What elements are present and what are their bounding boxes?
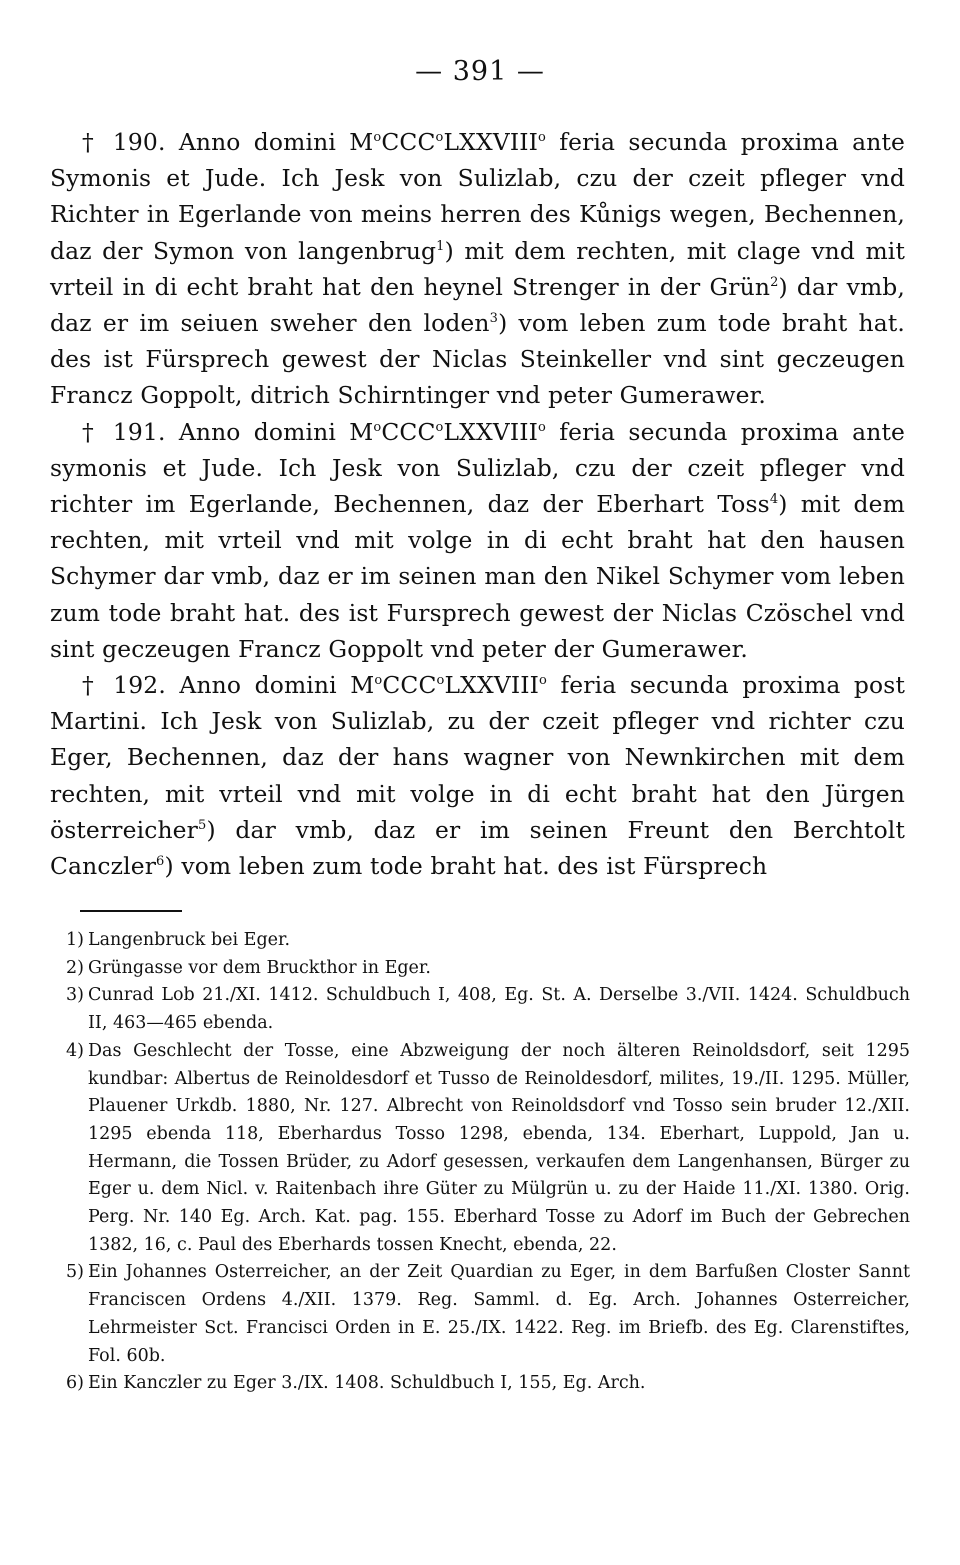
entry-text: LXXVIII — [443, 417, 538, 446]
superscript: o — [539, 673, 547, 689]
footnote-text: Grüngasse vor dem Bruckthor in Eger. — [88, 957, 431, 978]
superscript: o — [373, 419, 382, 435]
superscript: o — [435, 419, 444, 435]
entry-text: CCC — [382, 671, 437, 700]
footnote-ref: 3 — [489, 311, 499, 327]
superscript: o — [374, 673, 383, 689]
entry-text: feria secunda proxima post Martini. Ich Jesk von Sulizlab, zu der czeit pfleger vnd richter czu Eger, Bechennen, daz der hans wagner von Newnkirchen mit dem rechten, mit vrteil vnd mit volge in di echt braht hat den Jürgen österreicher — [50, 671, 905, 844]
entry-192 — [50, 667, 905, 884]
entry-text: † 192. Anno domini M — [82, 671, 375, 700]
footnote-4 — [50, 1038, 910, 1260]
footnote-number: 1) — [66, 930, 84, 950]
entry-text: ) mit dem rechten, mit vrteil vnd mit volge in di echt braht hat den hausen Schymer dar vmb, daz er im seinen man den Nikel Schymer vom leben zum tode braht hat. des ist Fursprech gewest der Niclas Czöschel vnd sint geczeugen Francz Goppolt vnd peter der Gumerawer. — [50, 490, 905, 663]
footnote-text: Das Geschlecht der Tosse, eine Abzweigung der noch älteren Reinoldsdorf, seit 1295 kundbar: Albertus de Reinoldesdorf et Tusso de Reinoldesdorf, milites, 19./II. 1295. Müller, Plauener Urkdb. 1880, Nr. 127. Albrecht von Reinoldsdorf vnd Tosso sein bruder 12./XII. 1295 ebenda 118, Eberhardus Tosso 1298, ebenda, 134. Eberhart, Luppold, Jan u. Hermann, die Tossen Brüder, zu Adorf gesessen, verkaufen dem Langenhansen, Bürger zu Eger u. dem Nicl. v. Raitenbach ihre Güter zu Mülgrün u. zu der Haide 11./XI. 1380. Orig. Perg. Nr. 140 Eg. Arch. Kat. pag. 155. Eberhard Tosse zu Adorf im Buch der Gebrechen 1382, 16, c. Paul des Eberhards tossen Knecht, ebenda, 22. — [88, 1040, 910, 1255]
entry-text: CCC — [381, 417, 436, 446]
entry-text: feria secunda proxima ante Symonis et Jude. Ich Jesk von Sulizlab, czu der czeit pfleger vnd Richter in Egerlande von meins herren des Kůnigs wegen, Bechennen, daz der Symon von langenbrug — [50, 128, 905, 265]
footnote-text: Ein Kanczler zu Eger 3./IX. 1408. Schuldbuch I, 155, Eg. Arch. — [88, 1373, 646, 1394]
footnote-number: 6) — [66, 1373, 84, 1394]
footnote-2 — [50, 955, 910, 983]
entry-191 — [50, 414, 905, 667]
footnote-text: Ein Johannes Osterreicher, an der Zeit Quardian zu Eger, in dem Barfußen Closter Sannt Franciscen Ordens 4./XII. 1379. Reg. Samml. d. Eg. Arch. Johannes Osterreicher, Lehrmeister Sct. Francisci Orden in E. 25./IX. 1422. Reg. im Briefb. des Eg. Clarenstiftes, Fol. 60b. — [88, 1262, 910, 1366]
entry-text: ) vom leben zum tode braht hat. des ist Fürsprech gewest der Niclas Steinkeller vnd sint geczeugen Francz Goppolt, ditrich Schirntinger vnd peter Gumerawer. — [50, 309, 905, 410]
entry-text: LXXVIII — [444, 671, 539, 700]
entry-text: † 191. Anno domini M — [82, 417, 374, 446]
footnote-number: 2) — [66, 957, 84, 978]
footnote-number: 3) — [66, 985, 84, 1006]
footnote-number: 4) — [66, 1040, 84, 1061]
footnote-text: Langenbruck bei Eger. — [88, 930, 291, 950]
entry-text: ) vom leben zum tode braht hat. des ist Fürsprech — [164, 852, 768, 881]
entry-text: ) dar vmb, daz er im seinen Freunt den Berchtolt Canczler — [50, 815, 905, 881]
entry-text: ) dar vmb, daz er im seiuen sweher den loden — [50, 272, 905, 338]
superscript: o — [538, 130, 546, 145]
footnote-6 — [50, 1370, 910, 1398]
footnote-ref: 1 — [436, 238, 445, 254]
entry-text: feria secunda proxima ante symonis et Jude. Ich Jesk von Sulizlab, czu der czeit pfleger vnd richter im Egerlande, Bechennen, daz der Eberhart Toss — [50, 417, 905, 519]
entry-text: † 190. Anno domini M — [82, 128, 374, 156]
superscript: o — [435, 130, 444, 145]
entry-text: LXXVIII — [443, 128, 538, 156]
superscript: o — [436, 673, 445, 689]
superscript: o — [538, 419, 546, 435]
main-text — [50, 124, 905, 884]
footnote-ref: 5 — [198, 817, 207, 833]
superscript: o — [373, 130, 382, 145]
footnote-text: Cunrad Lob 21./XI. 1412. Schuldbuch I, 408, Eg. St. A. Derselbe 3./VII. 1424. Schuldbuch II, 463—465 ebenda. — [88, 985, 910, 1034]
footnote-ref: 6 — [156, 854, 165, 870]
entry-text: CCC — [381, 128, 436, 156]
footnote-1 — [50, 927, 910, 955]
footnote-divider — [80, 910, 182, 912]
footnote-number: 5) — [66, 1262, 84, 1283]
footnote-ref: 2 — [770, 274, 779, 290]
entry-text: ) mit dem rechten, mit clage vnd mit vrteil in di echt braht hat den heynel Strenger in der Grün — [50, 236, 905, 301]
entry-190 — [50, 124, 905, 414]
footnotes — [50, 927, 910, 1398]
footnote-3 — [50, 982, 910, 1037]
page-number: — 391 — — [415, 56, 545, 87]
footnote-5 — [50, 1259, 910, 1370]
footnote-ref: 4 — [769, 492, 779, 508]
